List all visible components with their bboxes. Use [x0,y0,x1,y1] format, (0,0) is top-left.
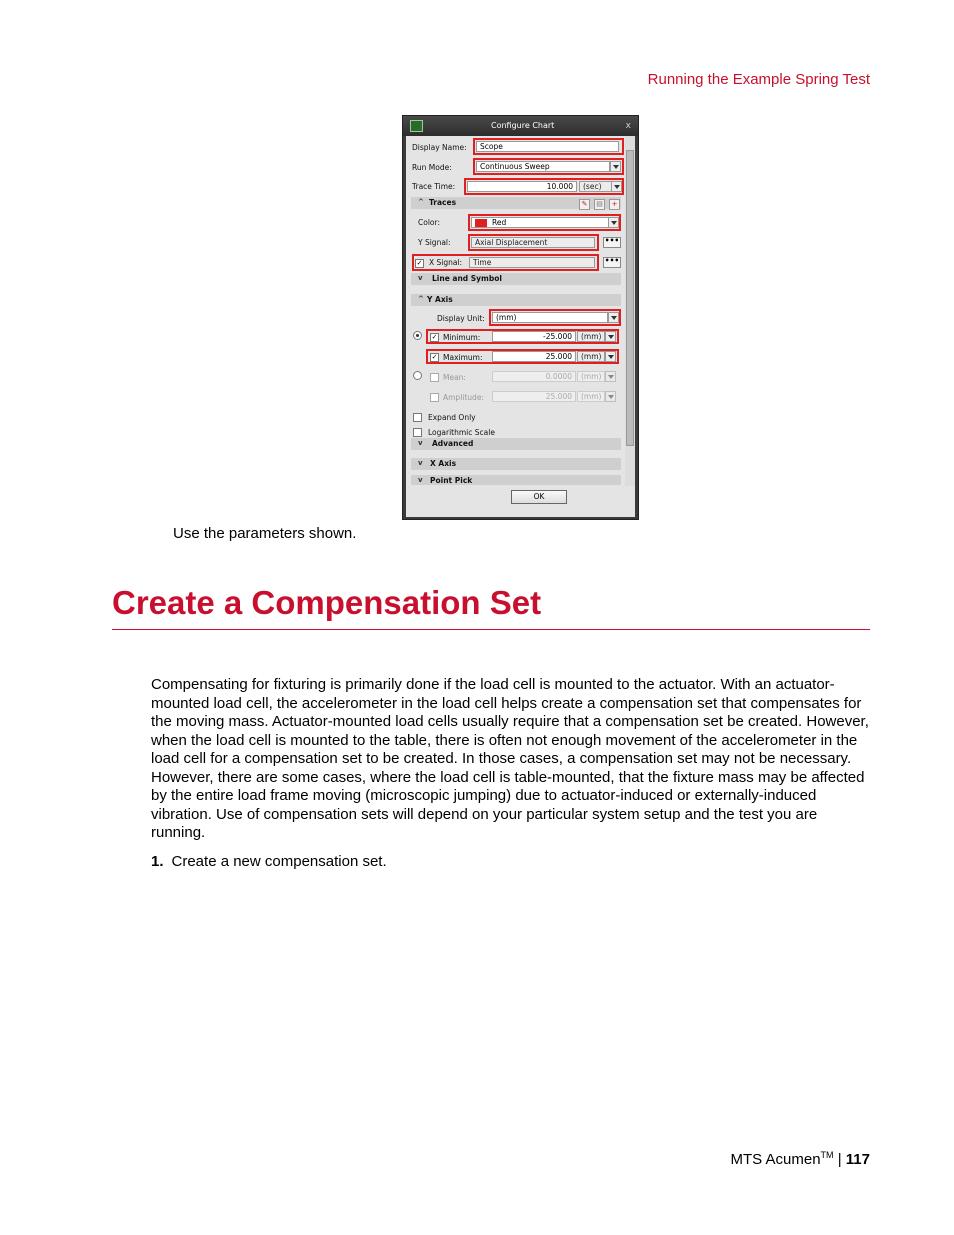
x-signal-field[interactable]: Time [469,257,595,268]
trace-time-unit[interactable]: (sec) [579,181,612,192]
expand-only-label: Expand Only [428,413,476,422]
x-signal-browse-button[interactable]: ••• [603,257,621,268]
display-unit-select[interactable]: (mm) [492,312,608,323]
log-scale-label: Logarithmic Scale [428,428,495,437]
line-symbol-section-header[interactable] [411,273,621,285]
highlight-display-unit [489,309,621,326]
step-item [151,853,387,870]
scrollbar-thumb[interactable] [626,150,634,446]
copy-trace-icon[interactable]: ▤ [594,199,605,210]
mean-unit[interactable]: (mm) [577,371,605,382]
minimum-field[interactable]: -25.000 [492,331,576,342]
amplitude-unit[interactable]: (mm) [577,391,605,402]
highlight-color [468,214,621,231]
display-unit-label: Display Unit: [437,314,485,323]
ok-button[interactable]: OK [511,490,567,504]
page-footer [731,1150,870,1168]
run-mode-select[interactable]: Continuous Sweep [476,161,610,172]
point-pick-label: Point Pick [430,476,473,485]
product-name: MTS Acumen [730,1151,821,1168]
y-signal-field[interactable]: Axial Displacement [471,237,595,248]
trace-time-field[interactable]: 10.000 [467,181,577,192]
run-mode-label: Run Mode: [412,163,452,172]
color-value: Red [492,218,507,227]
dialog-body [406,136,635,517]
body-paragraph: Compensating for fixturing is primarily done if the load cell is mounted to the actuator. With an actuator-mounted load cell, the accelerometer in the load cell helps create a compensation set that compensates for the moving mass. Actuator-mounted load cells usually require that a compensation set be created. However, when the load cell is mounted to the table, there is often not enough movement of the accelerometer in the load cell for a compensation set to be created. In those cases, a compensation set may not be necessary. However, there are some cases, where the load cell is table-mounted, that the fixture mass may be affected by the entire load frame moving (microscopic jumping) due to actuator-induced or externally-induced vibration. Use of compensation sets will depend on your particular system setup and the test you are running. [151,676,869,841]
footer-separator: | [837,1151,842,1168]
app-icon [410,120,423,132]
highlight-minimum [426,329,619,344]
y-signal-browse-button[interactable]: ••• [603,237,621,248]
mean-amplitude-radio[interactable] [413,371,422,380]
highlight-x-signal [412,254,599,271]
page-number: 117 [845,1151,870,1168]
chevron-down-icon: v [418,439,423,447]
y-axis-label: Y Axis [427,295,453,304]
x-signal-label: X Signal: [429,258,463,267]
minimum-label: Minimum: [443,333,481,342]
chevron-down-icon: v [418,274,423,282]
min-max-radio[interactable] [413,331,422,340]
maximum-unit[interactable]: (mm) [577,351,605,362]
highlight-trace-time [464,178,624,195]
amplitude-checkbox[interactable] [430,393,439,402]
expand-only-checkbox[interactable] [413,413,422,422]
section-heading: Create a Compensation Set [112,584,542,621]
step-text: Create a new compensation set. [171,853,387,870]
log-scale-checkbox[interactable] [413,428,422,437]
line-symbol-label: Line and Symbol [432,274,502,283]
chevron-up-icon: ^ [418,198,424,206]
x-signal-checkbox[interactable]: ✓ [416,259,423,267]
mean-checkbox[interactable] [430,373,439,382]
x-axis-section-header[interactable] [411,458,621,470]
add-trace-icon[interactable]: ✎ [579,199,590,210]
minimum-checkbox[interactable]: ✓ [431,333,438,341]
point-pick-section-header[interactable] [411,475,621,485]
y-axis-section-header[interactable] [411,294,621,306]
running-header: Running the Example Spring Test [647,71,870,88]
maximum-field[interactable]: 25.000 [492,351,576,362]
close-icon[interactable]: x [625,121,631,131]
maximum-checkbox[interactable]: ✓ [431,353,438,361]
x-axis-label: X Axis [430,459,457,468]
advanced-section-header[interactable] [411,438,621,450]
dialog-titlebar [403,116,638,136]
highlight-display-name [473,138,624,155]
mean-label: Mean: [443,373,466,382]
display-name-field[interactable]: Scope [476,141,619,152]
chevron-down-icon: v [418,459,423,467]
amplitude-label: Amplitude: [443,393,484,402]
heading-rule [112,629,870,630]
display-name-label: Display Name: [412,143,467,152]
highlight-maximum [426,349,619,364]
trademark: TM [820,1150,834,1160]
trace-time-label: Trace Time: [412,182,456,191]
figure-caption: Use the parameters shown. [173,525,357,542]
mean-field[interactable]: 0.0000 [492,371,576,382]
minimum-unit[interactable]: (mm) [577,331,605,342]
chevron-down-icon: v [418,476,423,484]
maximum-label: Maximum: [443,353,483,362]
dialog-title: Configure Chart [491,121,555,130]
configure-chart-dialog [402,115,639,520]
step-number: 1. [151,853,164,870]
color-label: Color: [418,218,440,227]
highlight-y-signal [468,234,599,251]
advanced-label: Advanced [432,439,474,448]
chevron-up-icon: ^ [418,295,424,303]
highlight-run-mode [473,158,624,175]
traces-section-label: Traces [429,198,457,207]
amplitude-field[interactable]: 25.000 [492,391,576,402]
y-signal-label: Y Signal: [418,238,451,247]
delete-trace-icon[interactable]: + [609,199,620,210]
chevron-down-icon[interactable] [605,391,616,402]
chevron-down-icon[interactable] [605,371,616,382]
